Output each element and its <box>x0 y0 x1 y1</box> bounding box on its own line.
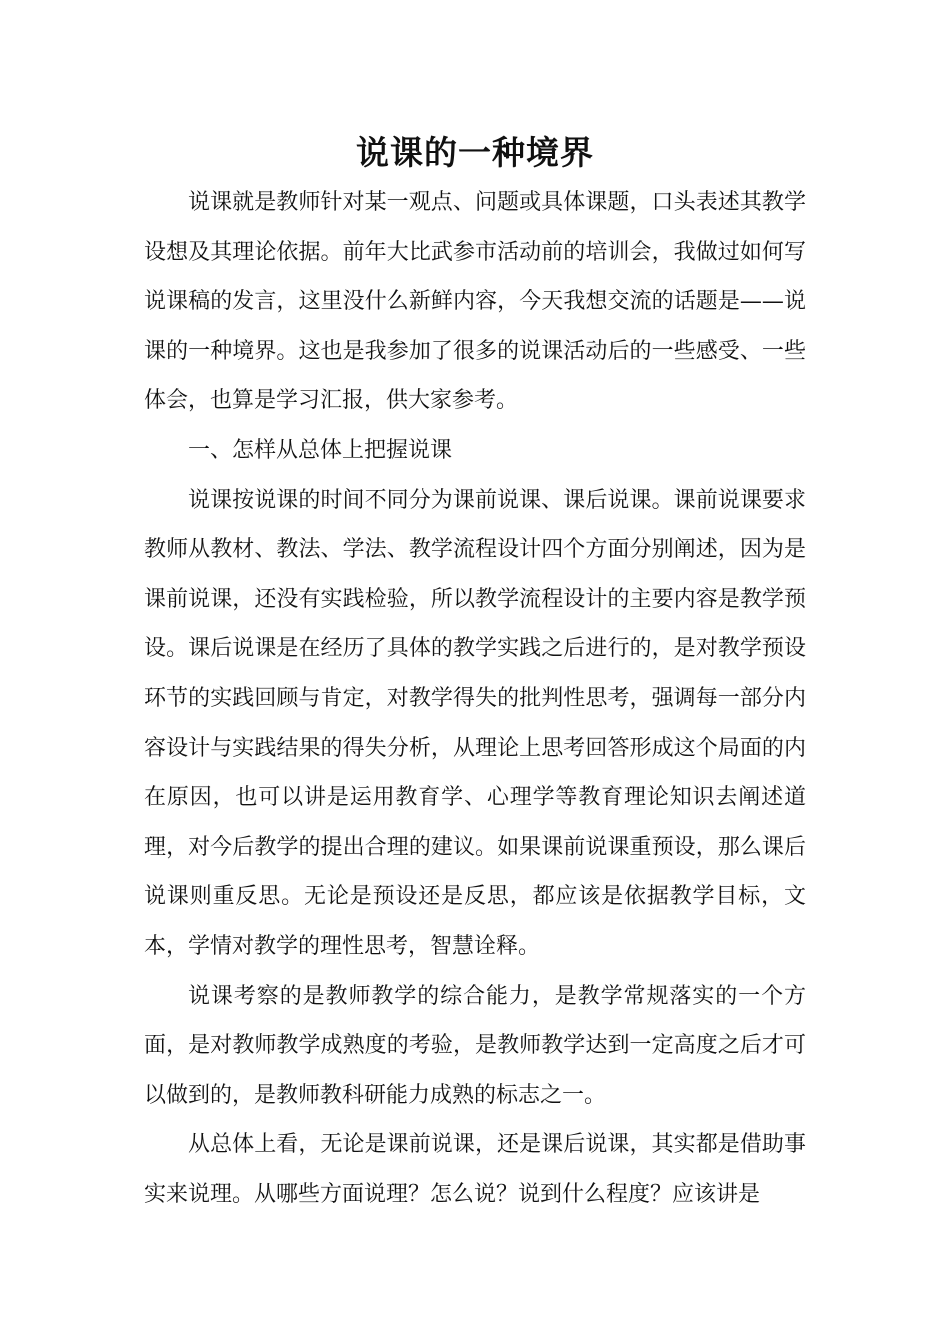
document-page <box>144 128 806 1219</box>
document-title: 说课的一种境界 <box>356 133 594 172</box>
paragraph-overview: 从总体上看，无论是课前说课，还是课后说课，其实都是借助事实来说理。从哪些方面说理？怎么说？说到什么程度？应该讲是 <box>144 1132 806 1207</box>
paragraph-intro: 说课就是教师针对某一观点、问题或具体课题，口头表述其教学设想及其理论依据。前年大比武参市活动前的培训会，我做过如何写说课稿的发言，这里没什么新鲜内容，今天我想交流的话题是——说课的一种境界。这也是我参加了很多的说课活动后的一些感受、一些体会，也算是学习汇报，供大家参考。 <box>144 190 806 414</box>
paragraph-ability: 说课考察的是教师教学的综合能力，是教学常规落实的一个方面，是对教师教学成熟度的考验，是教师教学达到一定高度之后才可以做到的，是教师教科研能力成熟的标志之一。 <box>144 983 806 1108</box>
section-heading-1: 一、怎样从总体上把握说课 <box>188 437 453 463</box>
paragraph-section-1: 说课按说课的时间不同分为课前说课、课后说课。课前说课要求教师从教材、教法、学法、教学流程设计四个方面分别阐述，因为是课前说课，还没有实践检验，所以教学流程设计的主要内容是教学预设。课后说课是在经历了具体的教学实践之后进行的，是对教学预设环节的实践回顾与肯定，对教学得失的批判性思考，强调每一部分内容设计与实践结果的得失分析，从理论上思考回答形成这个局面的内在原因，也可以讲是运用教育学、心理学等教育理论知识去阐述道理，对今后教学的提出合理的建议。如果课前说课重预设，那么课后说课则重反思。无论是预设还是反思，都应该是依据教学目标，文本，学情对教学的理性思考，智慧诠释。 <box>144 487 806 959</box>
